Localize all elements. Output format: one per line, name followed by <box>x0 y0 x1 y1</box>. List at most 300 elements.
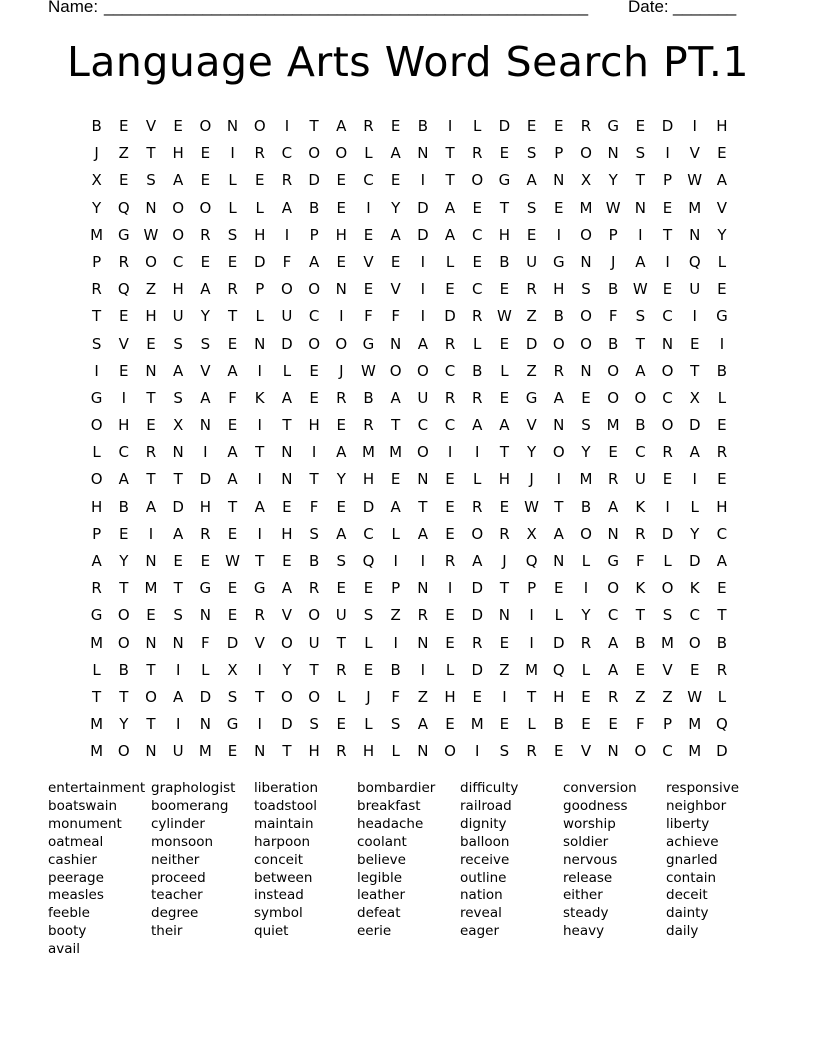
grid-letter[interactable]: A <box>608 660 619 679</box>
grid-letter[interactable]: R <box>472 144 483 163</box>
grid-letter[interactable]: S <box>200 334 211 353</box>
grid-letter[interactable]: E <box>363 660 374 679</box>
grid-letter[interactable]: S <box>635 307 646 326</box>
grid-letter[interactable]: O <box>145 687 157 706</box>
grid-letter[interactable]: S <box>173 606 183 625</box>
grid-letter[interactable]: D <box>471 606 483 625</box>
grid-letter[interactable]: O <box>281 280 293 299</box>
grid-letter[interactable]: R <box>716 660 728 679</box>
grid-letter[interactable]: E <box>173 117 183 135</box>
grid-letter[interactable]: E <box>526 117 537 135</box>
grid-letter[interactable]: I <box>665 252 670 271</box>
grid-letter[interactable]: K <box>635 497 646 516</box>
grid-letter[interactable]: B <box>553 307 564 326</box>
grid-letter[interactable]: A <box>499 416 510 435</box>
grid-letter[interactable]: I <box>339 307 344 326</box>
grid-letter[interactable]: N <box>634 198 646 217</box>
grid-letter[interactable]: N <box>607 742 619 761</box>
grid-letter[interactable]: I <box>121 388 126 407</box>
grid-letter[interactable]: N <box>254 334 266 353</box>
grid-letter[interactable]: O <box>552 443 565 462</box>
grid-letter[interactable]: R <box>145 443 157 462</box>
grid-letter[interactable]: F <box>201 633 210 652</box>
grid-letter[interactable]: T <box>146 470 156 489</box>
grid-letter[interactable]: B <box>499 252 510 271</box>
grid-letter[interactable]: M <box>90 715 104 734</box>
grid-letter[interactable]: L <box>228 171 237 190</box>
grid-letter[interactable]: A <box>608 633 619 652</box>
grid-letter[interactable]: T <box>336 633 346 652</box>
grid-letter[interactable]: B <box>608 334 619 353</box>
grid-letter[interactable]: O <box>580 524 592 543</box>
grid-letter[interactable]: N <box>145 198 157 217</box>
grid-letter[interactable]: E <box>309 388 319 407</box>
grid-letter[interactable]: T <box>92 307 102 326</box>
grid-letter[interactable]: D <box>661 524 674 543</box>
grid-letter[interactable]: Y <box>690 524 700 543</box>
grid-letter[interactable]: E <box>554 198 564 217</box>
grid-letter[interactable]: C <box>172 252 184 271</box>
grid-letter[interactable]: E <box>390 470 401 489</box>
grid-letter[interactable]: T <box>255 443 265 462</box>
grid-letter[interactable]: O <box>281 687 293 706</box>
grid-letter[interactable]: E <box>390 117 401 135</box>
grid-letter[interactable]: S <box>662 606 673 625</box>
grid-letter[interactable]: H <box>281 524 293 543</box>
grid-letter[interactable]: Y <box>282 660 292 679</box>
grid-letter[interactable]: O <box>172 198 185 217</box>
grid-letter[interactable]: T <box>445 144 455 163</box>
grid-letter[interactable]: W <box>361 361 376 380</box>
grid-letter[interactable]: I <box>257 524 262 543</box>
grid-letter[interactable]: I <box>475 742 480 761</box>
grid-letter[interactable]: D <box>444 307 456 326</box>
grid-letter[interactable]: E <box>526 225 537 244</box>
grid-letter[interactable]: E <box>717 470 727 489</box>
grid-letter[interactable]: O <box>199 117 212 135</box>
grid-letter[interactable]: D <box>471 660 483 679</box>
grid-letter[interactable]: H <box>444 687 456 706</box>
grid-letter[interactable]: S <box>499 742 510 761</box>
grid-letter[interactable]: E <box>227 742 238 761</box>
grid-letter[interactable]: O <box>661 416 674 435</box>
grid-letter[interactable]: X <box>91 171 102 190</box>
grid-letter[interactable]: O <box>281 633 293 652</box>
grid-letter[interactable]: E <box>581 715 591 734</box>
grid-letter[interactable]: E <box>227 579 238 598</box>
grid-letter[interactable]: L <box>255 307 264 326</box>
grid-letter[interactable]: C <box>716 524 728 543</box>
grid-letter[interactable]: R <box>472 307 483 326</box>
grid-letter[interactable]: V <box>689 144 700 163</box>
grid-letter[interactable]: O <box>580 307 592 326</box>
grid-letter[interactable]: B <box>91 117 102 135</box>
grid-letter[interactable]: O <box>308 334 320 353</box>
grid-letter[interactable]: A <box>608 497 619 516</box>
grid-letter[interactable]: E <box>717 280 727 299</box>
grid-letter[interactable]: O <box>580 334 592 353</box>
grid-letter[interactable]: L <box>473 334 482 353</box>
grid-letter[interactable]: R <box>607 470 619 489</box>
grid-letter[interactable]: I <box>284 225 290 244</box>
grid-letter[interactable]: Q <box>716 715 728 734</box>
grid-letter[interactable]: T <box>527 687 537 706</box>
grid-letter[interactable]: D <box>661 117 674 135</box>
grid-letter[interactable]: Z <box>526 307 537 326</box>
grid-letter[interactable]: E <box>363 225 374 244</box>
grid-letter[interactable]: I <box>257 715 262 734</box>
grid-letter[interactable]: R <box>662 443 673 462</box>
grid-letter[interactable]: N <box>661 334 674 353</box>
grid-letter[interactable]: H <box>199 497 211 516</box>
grid-letter[interactable]: N <box>498 606 511 625</box>
grid-letter[interactable]: W <box>143 225 159 244</box>
grid-letter[interactable]: N <box>172 443 184 462</box>
grid-letter[interactable]: H <box>716 117 728 135</box>
grid-letter[interactable]: E <box>472 198 482 217</box>
grid-letter[interactable]: C <box>363 171 374 190</box>
grid-letter[interactable]: A <box>390 388 401 407</box>
grid-letter[interactable]: Y <box>391 198 401 217</box>
grid-letter[interactable]: A <box>553 388 564 407</box>
grid-letter[interactable]: I <box>420 252 426 271</box>
grid-letter[interactable]: L <box>717 687 727 706</box>
grid-letter[interactable]: I <box>94 361 99 380</box>
grid-letter[interactable]: E <box>472 252 482 271</box>
grid-letter[interactable]: R <box>91 280 102 299</box>
grid-letter[interactable]: C <box>689 606 700 625</box>
grid-letter[interactable]: E <box>635 660 646 679</box>
grid-letter[interactable]: H <box>145 307 157 326</box>
grid-letter[interactable]: A <box>308 252 320 271</box>
grid-letter[interactable]: T <box>717 606 727 625</box>
grid-letter[interactable]: A <box>390 144 401 163</box>
grid-letter[interactable]: O <box>253 117 266 135</box>
grid-letter[interactable]: A <box>227 361 238 380</box>
grid-letter[interactable]: V <box>145 117 157 135</box>
grid-letter[interactable]: I <box>420 660 426 679</box>
grid-letter[interactable]: Y <box>717 225 727 244</box>
grid-letter[interactable]: A <box>118 470 129 489</box>
grid-letter[interactable]: A <box>472 552 483 570</box>
grid-letter[interactable]: A <box>417 334 428 353</box>
grid-letter[interactable]: Y <box>336 470 346 489</box>
grid-letter[interactable]: Z <box>390 606 401 625</box>
grid-letter[interactable]: R <box>444 552 456 570</box>
grid-letter[interactable]: E <box>119 361 129 380</box>
grid-letter[interactable]: E <box>689 660 700 679</box>
grid-letter[interactable]: E <box>608 715 618 734</box>
grid-letter[interactable]: L <box>364 715 373 734</box>
grid-letter[interactable]: R <box>200 225 211 244</box>
grid-letter[interactable]: K <box>635 579 646 598</box>
grid-letter[interactable]: T <box>119 579 129 598</box>
grid-letter[interactable]: S <box>526 144 537 163</box>
grid-letter[interactable]: M <box>688 198 702 217</box>
grid-letter[interactable]: S <box>309 524 319 543</box>
grid-letter[interactable]: W <box>687 171 703 190</box>
grid-letter[interactable]: L <box>364 144 373 163</box>
grid-letter[interactable]: O <box>634 742 647 761</box>
grid-letter[interactable]: V <box>254 633 265 652</box>
grid-letter[interactable]: L <box>92 443 101 462</box>
grid-letter[interactable]: I <box>257 361 262 380</box>
grid-letter[interactable]: R <box>336 742 347 761</box>
grid-letter[interactable]: R <box>363 416 374 435</box>
grid-letter[interactable]: T <box>309 660 319 679</box>
grid-letter[interactable]: C <box>363 524 374 543</box>
grid-letter[interactable]: N <box>145 633 157 652</box>
grid-letter[interactable]: O <box>335 144 348 163</box>
grid-letter[interactable]: E <box>119 117 129 135</box>
grid-letter[interactable]: V <box>390 280 401 299</box>
grid-letter[interactable]: L <box>554 606 563 625</box>
grid-letter[interactable]: O <box>607 388 620 407</box>
grid-letter[interactable]: Z <box>118 144 129 163</box>
grid-letter[interactable]: M <box>579 470 593 489</box>
grid-letter[interactable]: U <box>526 252 538 271</box>
grid-letter[interactable]: M <box>198 742 212 761</box>
grid-letter[interactable]: N <box>390 334 402 353</box>
grid-letter[interactable]: R <box>91 579 102 598</box>
grid-letter[interactable]: O <box>117 742 130 761</box>
grid-letter[interactable]: O <box>90 470 103 489</box>
grid-letter[interactable]: E <box>445 606 455 625</box>
grid-letter[interactable]: X <box>173 416 184 435</box>
grid-letter[interactable]: T <box>282 742 292 761</box>
grid-letter[interactable]: I <box>692 307 697 326</box>
grid-letter[interactable]: V <box>363 252 374 271</box>
grid-letter[interactable]: R <box>254 606 265 625</box>
grid-letter[interactable]: R <box>607 687 619 706</box>
grid-letter[interactable]: E <box>635 117 646 135</box>
grid-letter[interactable]: A <box>281 388 293 407</box>
grid-letter[interactable]: Z <box>499 660 510 679</box>
grid-letter[interactable]: E <box>282 497 292 516</box>
grid-letter[interactable]: J <box>502 552 507 570</box>
grid-letter[interactable]: M <box>90 742 104 761</box>
grid-letter[interactable]: A <box>444 225 456 244</box>
grid-letter[interactable]: A <box>526 171 537 190</box>
grid-letter[interactable]: D <box>553 633 565 652</box>
grid-letter[interactable]: A <box>173 361 184 380</box>
grid-letter[interactable]: I <box>393 552 398 570</box>
grid-letter[interactable]: R <box>308 579 320 598</box>
grid-letter[interactable]: E <box>445 715 455 734</box>
grid-letter[interactable]: I <box>502 687 507 706</box>
grid-letter[interactable]: I <box>203 443 208 462</box>
grid-letter[interactable]: M <box>606 416 620 435</box>
grid-letter[interactable]: E <box>445 470 455 489</box>
grid-letter[interactable]: L <box>228 198 237 217</box>
grid-letter[interactable]: T <box>146 388 156 407</box>
grid-letter[interactable]: M <box>688 715 702 734</box>
grid-letter[interactable]: H <box>498 225 511 244</box>
grid-letter[interactable]: T <box>499 198 509 217</box>
grid-letter[interactable]: I <box>257 660 262 679</box>
grid-letter[interactable]: R <box>336 388 347 407</box>
grid-letter[interactable]: E <box>554 117 564 135</box>
grid-letter[interactable]: D <box>253 252 266 271</box>
grid-letter[interactable]: L <box>717 388 727 407</box>
grid-letter[interactable]: R <box>363 117 374 135</box>
grid-letter[interactable]: H <box>716 497 728 516</box>
grid-letter[interactable]: C <box>662 307 673 326</box>
grid-letter[interactable]: I <box>148 524 154 543</box>
grid-letter[interactable]: I <box>556 470 561 489</box>
grid-letter[interactable]: X <box>689 388 700 407</box>
grid-letter[interactable]: A <box>390 497 401 516</box>
grid-letter[interactable]: N <box>417 144 429 163</box>
grid-letter[interactable]: G <box>90 606 103 625</box>
grid-letter[interactable]: G <box>525 388 538 407</box>
grid-letter[interactable]: W <box>605 198 621 217</box>
grid-letter[interactable]: E <box>282 552 292 570</box>
grid-letter[interactable]: J <box>610 252 616 271</box>
grid-letter[interactable]: N <box>689 225 701 244</box>
grid-letter[interactable]: O <box>688 633 701 652</box>
grid-letter[interactable]: M <box>470 715 484 734</box>
grid-letter[interactable]: L <box>445 660 455 679</box>
grid-letter[interactable]: O <box>308 606 320 625</box>
grid-letter[interactable]: E <box>499 715 510 734</box>
grid-letter[interactable]: N <box>226 117 239 135</box>
grid-letter[interactable]: U <box>308 633 320 652</box>
grid-letter[interactable]: H <box>362 470 375 489</box>
grid-letter[interactable]: O <box>634 388 647 407</box>
grid-letter[interactable]: E <box>309 361 319 380</box>
grid-letter[interactable]: S <box>526 198 537 217</box>
grid-letter[interactable]: E <box>717 144 727 163</box>
grid-letter[interactable]: N <box>553 416 565 435</box>
grid-letter[interactable]: B <box>580 497 592 516</box>
grid-letter[interactable]: E <box>336 198 347 217</box>
grid-letter[interactable]: E <box>499 633 510 652</box>
grid-letter[interactable]: I <box>529 606 534 625</box>
grid-letter[interactable]: O <box>552 334 565 353</box>
grid-letter[interactable]: D <box>199 687 212 706</box>
grid-letter[interactable]: H <box>254 225 266 244</box>
grid-letter[interactable]: N <box>553 171 565 190</box>
grid-letter[interactable]: I <box>420 280 426 299</box>
grid-letter[interactable]: T <box>499 443 509 462</box>
grid-letter[interactable]: N <box>607 524 619 543</box>
grid-letter[interactable]: D <box>417 225 429 244</box>
grid-letter[interactable]: E <box>200 552 211 570</box>
grid-letter[interactable]: R <box>118 252 129 271</box>
grid-letter[interactable]: N <box>199 606 211 625</box>
grid-letter[interactable]: U <box>689 280 701 299</box>
grid-letter[interactable]: M <box>579 198 593 217</box>
grid-letter[interactable]: G <box>498 171 511 190</box>
grid-letter[interactable]: Q <box>525 552 538 570</box>
grid-letter[interactable]: A <box>145 497 157 516</box>
grid-letter[interactable]: Y <box>581 606 591 625</box>
grid-letter[interactable]: O <box>471 171 484 190</box>
grid-letter[interactable]: J <box>366 687 371 706</box>
grid-letter[interactable]: E <box>662 280 673 299</box>
grid-letter[interactable]: O <box>308 280 320 299</box>
grid-letter[interactable]: S <box>227 687 238 706</box>
grid-letter[interactable]: V <box>580 742 592 761</box>
grid-letter[interactable]: V <box>281 606 293 625</box>
grid-letter[interactable]: S <box>581 416 591 435</box>
grid-letter[interactable]: A <box>173 524 184 543</box>
grid-letter[interactable]: O <box>607 361 620 380</box>
grid-letter[interactable]: A <box>417 524 428 543</box>
grid-letter[interactable]: A <box>227 443 238 462</box>
grid-letter[interactable]: B <box>308 198 320 217</box>
grid-letter[interactable]: D <box>688 552 701 570</box>
grid-letter[interactable]: A <box>227 470 238 489</box>
grid-letter[interactable]: J <box>339 361 344 380</box>
grid-letter[interactable]: G <box>362 334 375 353</box>
grid-letter[interactable]: R <box>580 117 592 135</box>
grid-letter[interactable]: N <box>199 416 211 435</box>
grid-letter[interactable]: T <box>554 497 564 516</box>
grid-letter[interactable]: H <box>308 416 320 435</box>
grid-letter[interactable]: E <box>227 334 238 353</box>
grid-letter[interactable]: R <box>254 144 265 163</box>
grid-letter[interactable]: Q <box>117 198 130 217</box>
grid-letter[interactable]: E <box>227 524 238 543</box>
grid-letter[interactable]: C <box>444 361 456 380</box>
grid-letter[interactable]: G <box>607 117 619 135</box>
grid-letter[interactable]: T <box>173 470 183 489</box>
grid-letter[interactable]: B <box>417 117 428 135</box>
grid-letter[interactable]: S <box>173 334 183 353</box>
grid-letter[interactable]: A <box>336 117 347 135</box>
grid-letter[interactable]: L <box>717 252 727 271</box>
grid-letter[interactable]: T <box>309 117 319 135</box>
grid-letter[interactable]: I <box>692 117 697 135</box>
grid-letter[interactable]: L <box>282 361 292 380</box>
grid-letter[interactable]: E <box>227 252 238 271</box>
grid-letter[interactable]: D <box>199 470 212 489</box>
grid-letter[interactable]: I <box>719 334 725 353</box>
grid-letter[interactable]: D <box>688 416 701 435</box>
grid-letter[interactable]: L <box>581 552 591 570</box>
grid-letter[interactable]: A <box>635 361 646 380</box>
grid-letter[interactable]: E <box>336 416 347 435</box>
grid-letter[interactable]: Y <box>581 443 591 462</box>
grid-letter[interactable]: N <box>417 633 429 652</box>
grid-letter[interactable]: E <box>499 334 510 353</box>
grid-letter[interactable]: A <box>444 198 456 217</box>
grid-letter[interactable]: C <box>281 144 293 163</box>
grid-letter[interactable]: Y <box>200 307 210 326</box>
grid-letter[interactable]: G <box>226 715 239 734</box>
grid-letter[interactable]: I <box>692 470 697 489</box>
grid-letter[interactable]: D <box>362 497 375 516</box>
grid-letter[interactable]: O <box>145 252 157 271</box>
grid-letter[interactable]: J <box>529 470 534 489</box>
grid-letter[interactable]: E <box>146 334 156 353</box>
grid-letter[interactable]: D <box>172 497 184 516</box>
grid-letter[interactable]: T <box>173 579 183 598</box>
grid-letter[interactable]: A <box>553 524 564 543</box>
grid-letter[interactable]: L <box>581 660 591 679</box>
grid-letter[interactable]: P <box>608 225 618 244</box>
grid-letter[interactable]: N <box>580 252 592 271</box>
grid-letter[interactable]: D <box>471 579 483 598</box>
grid-letter[interactable]: D <box>281 715 293 734</box>
grid-letter[interactable]: E <box>363 579 374 598</box>
grid-letter[interactable]: G <box>253 579 266 598</box>
grid-letter[interactable]: P <box>527 579 537 598</box>
grid-letter[interactable]: T <box>690 361 700 380</box>
grid-letter[interactable]: W <box>225 552 240 570</box>
